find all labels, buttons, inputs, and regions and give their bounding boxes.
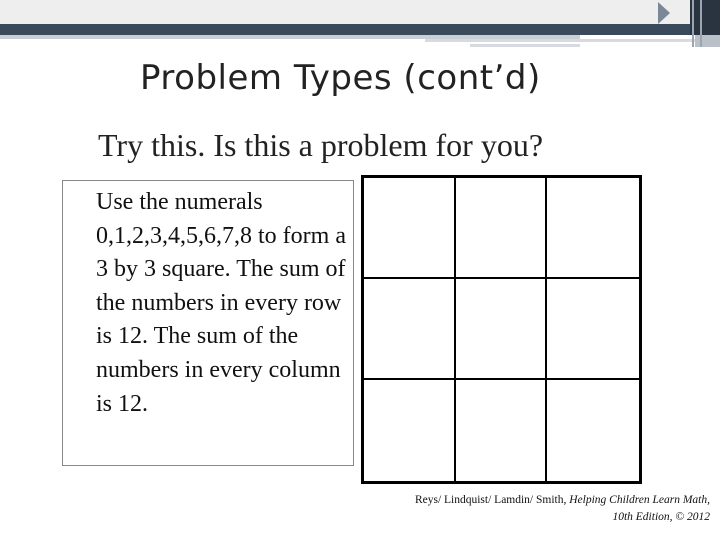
magic-square-grid [361, 175, 642, 484]
citation-edition: 10th Edition, © 2012 [612, 511, 710, 523]
header-dark-band [0, 24, 720, 35]
header-corner-block [690, 0, 720, 35]
citation-book-title: Helping Children Learn Math, [569, 494, 710, 506]
citation [350, 492, 710, 526]
grid-cell [456, 178, 548, 279]
grid-cell [547, 380, 639, 481]
grid-cell [456, 279, 548, 380]
header-divider [700, 0, 702, 47]
header-stripe [425, 39, 695, 42]
grid-cell [547, 279, 639, 380]
header-stripe [695, 35, 720, 47]
slide-title: Problem Types (cont’d) [140, 58, 541, 98]
header-light-band [0, 0, 720, 24]
grid-cell [364, 279, 456, 380]
header-divider [692, 0, 694, 47]
slide-subtitle: Try this. Is this a problem for you? [98, 127, 544, 163]
grid-cell [364, 380, 456, 481]
citation-authors: Reys/ Lindquist/ Lamdin/ Smith, [414, 494, 570, 506]
grid-cell [456, 380, 548, 481]
grid-cell [364, 178, 456, 279]
problem-text: Use the numerals 0,1,2,3,4,5,6,7,8 to form a 3 by 3 square. The sum of the numbers in every row is 12. The sum of the numbers in every column is 12. [96, 189, 346, 417]
header-stripe [470, 44, 580, 47]
triangle-arrow-icon [658, 2, 670, 24]
grid-cell [547, 178, 639, 279]
